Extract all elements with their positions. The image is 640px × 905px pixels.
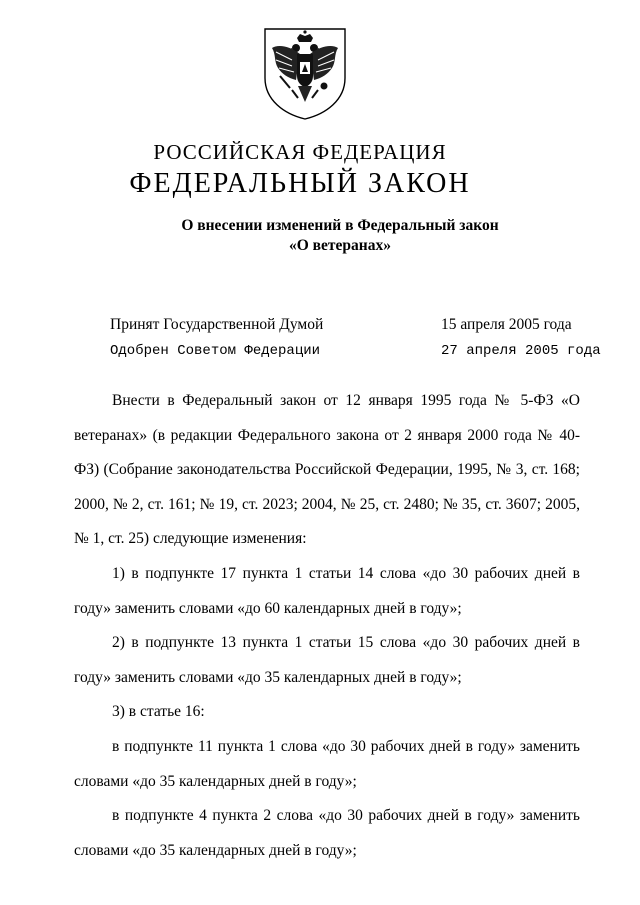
document-type-title: ФЕДЕРАЛЬНЫЙ ЗАКОН: [129, 168, 471, 199]
law-subject-line-1: О внесении изменений в Федеральный закон: [181, 217, 499, 234]
duma-adoption-date: 15 апреля 2005 года: [441, 316, 572, 333]
coat-of-arms-emblem: [262, 26, 348, 122]
law-body: [74, 384, 580, 868]
amendment-item-1: 1) в подпункте 17 пункта 1 статьи 14 слова «до 30 рабочих дней в году» заменить словами «до 60 календарных дней в году»;: [74, 564, 580, 617]
duma-adoption-label: Принят Государственной Думой: [110, 316, 324, 333]
amendment-item-3b: в подпункте 4 пункта 2 слова «до 30 рабочих дней в году» заменить словами «до 35 календарных дней в году»;: [74, 807, 580, 859]
council-approval-date: 27 апреля 2005 года: [441, 343, 601, 359]
law-subject-line-2: «О ветеранах»: [289, 237, 391, 254]
council-approval-label: Одобрен Советом Федерации: [110, 343, 321, 359]
amendment-item-3: 3) в статье 16:: [112, 703, 205, 721]
amendment-item-3a: в подпункте 11 пункта 1 слова «до 30 рабочих дней в году» заменить словами «до 35 календарных дней в году»;: [74, 737, 580, 790]
country-title: РОССИЙСКАЯ ФЕДЕРАЦИЯ: [153, 140, 447, 164]
amendment-item-2: 2) в подпункте 13 пункта 1 статьи 15 слова «до 30 рабочих дней в году» заменить словами «до 35 календарных дней в году»;: [74, 634, 580, 686]
intro-paragraph: Внести в Федеральный закон от 12 января 1995 года № 5-ФЗ «О ветеранах» (в редакции Федерального закона от 2 января 2000 года № 40-ФЗ) (Собрание законодательства Российской Федерации, 1995, № 3, ст. 168; 2000, № 2, ст. 161; № 19, ст. 2023; 2004, № 25, ст. 2480; № 35, ст. 3607; 2005, № 1, ст. 25) следующие изменения:: [74, 392, 580, 548]
law-subject: [0, 216, 640, 256]
